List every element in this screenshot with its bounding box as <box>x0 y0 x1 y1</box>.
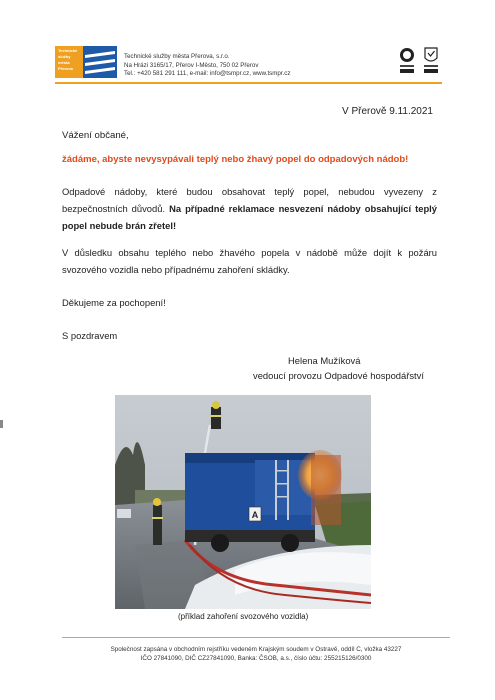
company-info <box>124 53 290 79</box>
complaint-warning: Na případné reklamace nesvezení nádoby obsahující teplý popel nebude brán zřetel! <box>62 203 438 231</box>
paragraph-text: Odpadové nádoby, které budou obsahovat teplý popel, nebudou vyvezeny z bezpečnostních důvodů. <box>62 186 437 214</box>
photo-caption: (příklad zahoření svozového vozidla) <box>178 612 309 621</box>
logo-text: Technické služby města Přerova <box>58 48 78 71</box>
warning-headline: žádáme, abyste nevysypávali teplý nebo žhavý popel do odpadových nádob! <box>62 154 409 165</box>
thanks-line: Děkujeme za pochopení! <box>62 297 166 308</box>
letter-date: V Přerově 9.11.2021 <box>342 106 433 117</box>
footer-divider <box>62 637 450 638</box>
certification-logo-ukas <box>422 46 440 76</box>
company-contact: Tel.: +420 581 291 111, e-mail: info@tsmpr.cz, www.tsmpr.cz <box>124 70 291 77</box>
punch-mark <box>0 420 3 428</box>
company-registration-footer <box>55 646 457 663</box>
truck-plate-letter: A <box>251 510 259 520</box>
signature-name: Helena Mužíková <box>288 355 361 366</box>
paragraph-collection-notice <box>62 183 437 234</box>
closing: S pozdravem <box>62 330 118 341</box>
footer-bank-line: IČO 27841090, DIČ CZ27841090, Banka: ČSOB, a.s., číslo účtu: 255215126/0300 <box>140 654 372 662</box>
paragraph-fire-risk: V důsledku obsahu teplého nebo žhavého popela v nádobě může dojít k požáru svozového vozidla nebo případnému zahoření skládky. <box>62 247 437 275</box>
burning-truck-photo <box>115 395 371 609</box>
salutation: Vážení občané, <box>62 130 129 141</box>
signature-role: vedoucí provozu Odpadové hospodářství <box>253 370 424 381</box>
company-logo <box>55 46 117 78</box>
header-divider <box>55 82 442 84</box>
certification-logo-iso <box>398 46 416 76</box>
company-address: Na Hrázi 3165/17, Přerov I-Město, 750 02 Přerov <box>124 61 259 69</box>
company-name: Technické služby města Přerova, s.r.o. <box>124 53 230 60</box>
footer-registration-line: Společnost zapsána v obchodním rejstříku vedeném Krajským soudem v Ostravě, oddíl C, vložka 43227 <box>110 646 402 653</box>
logo-waves-icon <box>83 46 117 78</box>
